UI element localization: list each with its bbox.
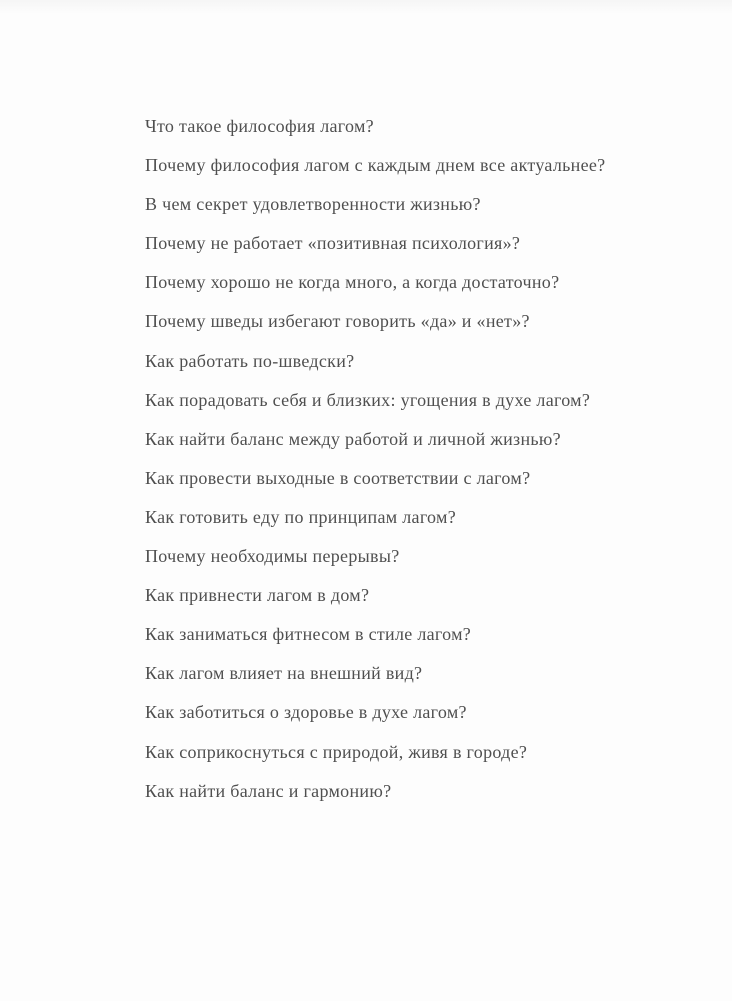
question-line: Почему шведы избегают говорить «да» и «нет»? [145,311,530,332]
question-line: В чем секрет удовлетворенности жизнью? [145,194,481,215]
question-list [145,107,645,811]
question-line: Как найти баланс между работой и личной жизнью? [145,428,561,449]
question-line: Как провести выходные в соответствии с лагом? [145,467,531,488]
question-line: Как найти баланс и гармонию? [145,780,392,801]
question-line: Как заботиться о здоровье в духе лагом? [145,702,467,723]
question-line: Как заниматься фитнесом в стиле лагом? [145,624,472,645]
question-line: Как лагом влияет на внешний вид? [145,663,423,684]
question-line: Как готовить еду по принципам лагом? [145,506,456,527]
question-line: Почему философия лагом с каждым днем все актуальнее? [145,155,606,176]
question-line: Почему необходимы перерывы? [145,546,400,567]
question-line: Почему хорошо не когда много, а когда достаточно? [145,272,560,293]
question-line: Как соприкоснуться с природой, живя в городе? [145,741,528,762]
question-line: Почему не работает «позитивная психология»? [145,233,521,254]
question-line: Как порадовать себя и близких: угощения в духе лагом? [145,389,591,410]
question-line: Как привнести лагом в дом? [145,585,370,606]
question-line: Как работать по-шведски? [145,350,355,371]
question-line: Что такое философия лагом? [145,116,374,136]
scan-edge-artifact [0,0,732,14]
